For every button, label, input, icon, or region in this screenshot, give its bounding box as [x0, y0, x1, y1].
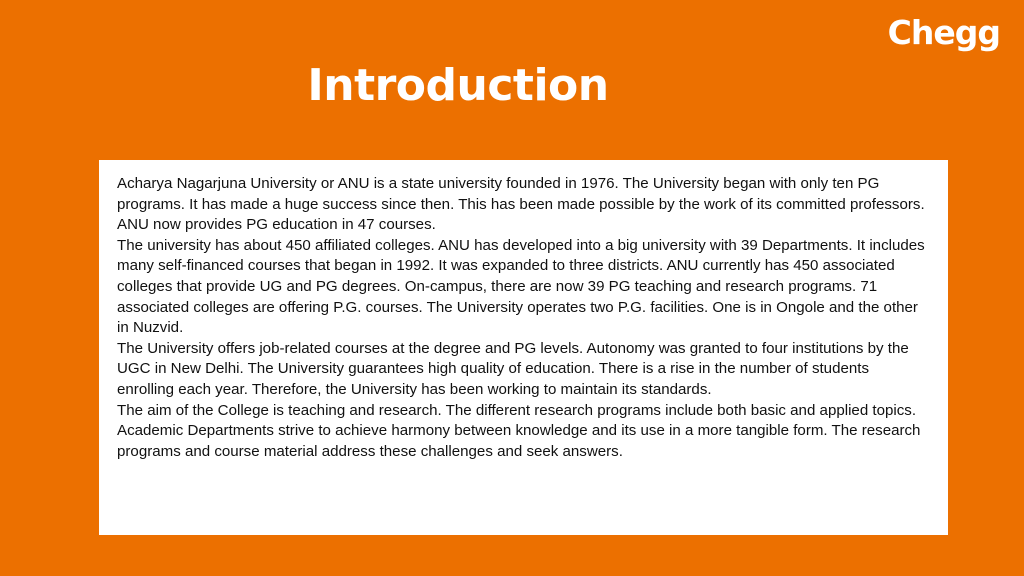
content-card	[99, 160, 948, 535]
slide-title: Introduction	[307, 60, 609, 111]
paragraph-founding: Acharya Nagarjuna University or ANU is a state university founded in 1976. The University began with only ten PG programs. It has made a huge success since then. This has been made possible by the work of its committed professors. ANU now provides PG education in 47 courses.	[117, 175, 925, 234]
paragraph-aim: The aim of the College is teaching and research. The different research programs include both basic and applied topics. Academic Departments strive to achieve harmony between knowledge and its use in a more tangible form. The research programs and course material address these challenges and seek answers.	[117, 401, 921, 460]
chegg-logo: Chegg	[887, 13, 1000, 52]
paragraph-courses: The University offers job-related courses at the degree and PG levels. Autonomy was granted to four institutions by the UGC in New Delhi. The University guarantees high quality of education. There is a rise in the number of students enrolling each year. Therefore, the University has been working to maintain its standards.	[117, 339, 909, 398]
paragraph-colleges: The university has about 450 affiliated colleges. ANU has developed into a big university with 39 Departments. It includes many self-financed courses that began in 1992. It was expanded to three districts. ANU currently has 450 associated colleges that provide UG and PG degrees. On-campus, there are now 39 PG teaching and research programs. 71 associated colleges are offering P.G. courses. The University operates two P.G. facilities. One is in Ongole and the other in Nuzvid.	[117, 236, 925, 337]
